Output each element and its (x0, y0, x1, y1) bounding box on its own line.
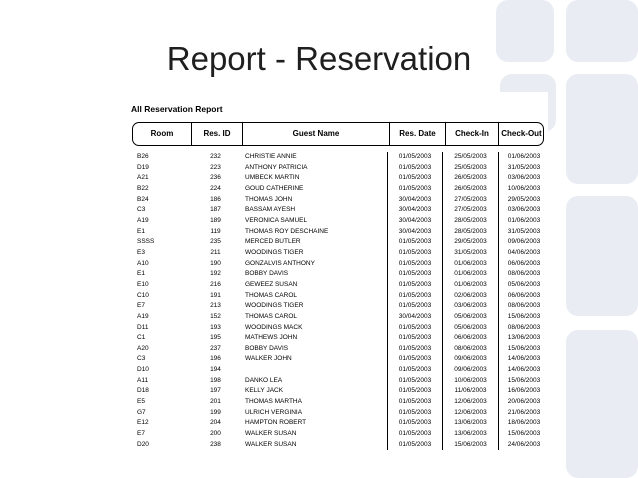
res-id-cell: 232 (210, 153, 221, 160)
check-in-cell: 01/06/2003 (442, 259, 498, 270)
check-in-cell: 09/06/2003 (442, 365, 498, 376)
res-date-cell: 30/04/2003 (387, 195, 442, 206)
guest-name-cell: VERONICA SAMUEL (245, 216, 308, 224)
room-cell: B26 (137, 153, 149, 160)
room-cell: A10 (137, 259, 149, 267)
guest-name-cell: WOODINGS TIGER (245, 302, 304, 310)
report-title: All Reservation Report (131, 104, 223, 114)
room-cell: C3 (137, 206, 146, 214)
res-id-cell: 199 (210, 408, 221, 416)
res-date-cell: 01/05/2003 (387, 365, 442, 376)
res-date-cell: 01/05/2003 (387, 386, 442, 397)
check-in-cell: 10/06/2003 (442, 376, 498, 387)
res-date-cell: 01/05/2003 (387, 429, 442, 440)
res-id-cell: 211 (210, 248, 221, 256)
check-in-cell: 31/05/2003 (442, 248, 498, 259)
check-out-cell: 15/06/2003 (498, 344, 548, 355)
check-out-cell: 10/06/2003 (498, 184, 548, 195)
res-date-cell: 01/05/2003 (387, 259, 442, 270)
room-cell: C10 (137, 291, 149, 299)
table-row (135, 429, 545, 440)
background-tile (566, 330, 638, 478)
guest-name-cell: HAMPTON ROBERT (245, 419, 307, 427)
room-cell: E5 (137, 398, 145, 406)
table-body (135, 152, 545, 450)
slide-title: Report - Reservation (166, 40, 472, 77)
room-cell: B22 (137, 184, 149, 192)
guest-name-cell: THOMAS CAROL (245, 291, 298, 299)
room-cell: A19 (137, 312, 149, 320)
background-tile (566, 196, 638, 316)
room-cell: SSSS (137, 238, 155, 246)
res-date-cell: 01/05/2003 (387, 354, 442, 365)
check-in-cell: 25/05/2003 (442, 152, 498, 163)
guest-name-cell: ANTHONY PATRICIA (245, 163, 308, 171)
room-cell: D19 (137, 163, 149, 171)
table-row (135, 354, 545, 365)
check-out-cell: 05/06/2003 (498, 280, 548, 291)
res-id-cell: 237 (210, 344, 221, 352)
res-id-cell: 197 (210, 387, 221, 395)
guest-name-cell: WOODINGS MACK (245, 323, 303, 331)
res-date-cell: 01/05/2003 (387, 269, 442, 280)
res-id-cell: 204 (210, 419, 221, 427)
res-date-cell: 01/05/2003 (387, 280, 442, 291)
check-out-cell: 14/06/2003 (498, 365, 548, 376)
room-cell: B24 (137, 195, 149, 203)
guest-name-cell: MERCED BUTLER (245, 238, 301, 246)
res-date-cell: 01/05/2003 (387, 184, 442, 195)
res-date-cell: 30/04/2003 (387, 227, 442, 238)
res-id-cell: 201 (210, 398, 221, 406)
room-cell: A21 (137, 174, 149, 182)
room-cell: D18 (137, 387, 149, 395)
room-cell: C3 (137, 355, 146, 363)
check-in-cell: 13/06/2003 (442, 429, 498, 440)
check-in-cell: 05/06/2003 (442, 323, 498, 334)
check-in-cell: 01/06/2003 (442, 269, 498, 280)
res-id-cell: 191 (210, 291, 221, 299)
room-cell: E1 (137, 270, 145, 278)
check-in-cell: 28/05/2003 (442, 216, 498, 227)
res-id-cell: 216 (210, 280, 221, 288)
room-cell: C1 (137, 334, 146, 342)
res-date-cell: 01/05/2003 (387, 323, 442, 334)
res-date-cell: 01/05/2003 (387, 248, 442, 259)
check-in-cell: 13/06/2003 (442, 418, 498, 429)
guest-name-cell: GEWEEZ SUSAN (245, 280, 298, 288)
guest-name-cell: BOBBY DAVIS (245, 270, 289, 278)
room-cell: A20 (137, 344, 149, 352)
res-id-cell: 192 (210, 270, 221, 278)
check-out-cell: 16/06/2003 (498, 386, 548, 397)
res-date-cell: 01/05/2003 (387, 418, 442, 429)
table-row (135, 397, 545, 408)
guest-name-cell: THOMAS MARTHA (245, 398, 302, 406)
guest-name-cell: KELLY JACK (245, 387, 284, 395)
table-row (135, 195, 545, 206)
res-date-cell: 01/05/2003 (387, 301, 442, 312)
room-cell: A19 (137, 216, 149, 224)
guest-name-cell: ULRICH VERGINIA (245, 408, 303, 416)
room-cell: E10 (137, 280, 149, 288)
check-out-cell: 08/06/2003 (498, 323, 548, 334)
table-row (135, 184, 545, 195)
res-id-cell: 186 (210, 195, 221, 203)
column-header-res-id: Res. ID (203, 129, 231, 138)
table-row (135, 163, 545, 174)
check-out-cell: 04/06/2003 (498, 248, 548, 259)
res-id-cell: 213 (210, 302, 221, 310)
check-out-cell: 06/06/2003 (498, 291, 548, 302)
res-id-cell: 238 (210, 440, 221, 448)
check-in-cell: 08/06/2003 (442, 344, 498, 355)
guest-name-cell: BASSAM AYESH (245, 206, 296, 214)
table-row (135, 227, 545, 238)
table-row (135, 152, 545, 163)
check-out-cell: 31/05/2003 (498, 163, 548, 174)
room-cell: E7 (137, 302, 145, 310)
table-row (135, 205, 545, 216)
check-in-cell: 02/06/2003 (442, 291, 498, 302)
room-cell: E7 (137, 430, 145, 438)
column-header-res-date: Res. Date (399, 129, 436, 138)
res-date-cell: 01/05/2003 (387, 152, 442, 163)
room-cell: D20 (137, 440, 149, 448)
check-in-cell: 29/05/2003 (442, 237, 498, 248)
res-id-cell: 187 (210, 206, 221, 214)
column-header-room: Room (150, 129, 174, 138)
check-out-cell: 18/06/2003 (498, 418, 548, 429)
res-date-cell: 30/04/2003 (387, 216, 442, 227)
check-in-cell: 27/05/2003 (442, 205, 498, 216)
res-id-cell: 190 (210, 259, 221, 267)
table-row (135, 333, 545, 344)
check-out-cell: 15/06/2003 (498, 312, 548, 323)
table-row (135, 269, 545, 280)
background-tile (566, 74, 638, 184)
room-cell: D10 (137, 366, 149, 374)
check-out-cell: 01/06/2003 (498, 216, 548, 227)
check-in-cell: 06/06/2003 (442, 333, 498, 344)
res-id-cell: 224 (210, 184, 221, 192)
res-date-cell: 01/05/2003 (387, 333, 442, 344)
check-out-cell: 20/06/2003 (498, 397, 548, 408)
table-row (135, 386, 545, 397)
table-row (135, 280, 545, 291)
check-out-cell: 03/06/2003 (498, 205, 548, 216)
res-id-cell: 198 (210, 376, 221, 384)
guest-name-cell: WALKER SUSAN (245, 430, 297, 438)
check-out-cell: 14/06/2003 (498, 354, 548, 365)
res-date-cell: 30/04/2003 (387, 205, 442, 216)
res-id-cell: 194 (210, 366, 221, 374)
check-out-cell: 15/06/2003 (498, 429, 548, 440)
check-out-cell: 31/05/2003 (498, 227, 548, 238)
res-date-cell: 01/05/2003 (387, 291, 442, 302)
check-out-cell: 15/06/2003 (498, 376, 548, 387)
column-header-check-out: Check-Out (501, 129, 542, 138)
check-in-cell: 25/05/2003 (442, 163, 498, 174)
guest-name-cell: GONZALVIS ANTHONY (245, 259, 315, 267)
table-row (135, 344, 545, 355)
res-date-cell: 01/05/2003 (387, 173, 442, 184)
check-out-cell: 08/06/2003 (498, 301, 548, 312)
check-in-cell: 26/05/2003 (442, 173, 498, 184)
check-in-cell: 28/05/2003 (442, 227, 498, 238)
check-in-cell: 03/06/2003 (442, 301, 498, 312)
check-out-cell: 29/05/2003 (498, 195, 548, 206)
table-row (135, 408, 545, 419)
guest-name-cell: UMBECK MARTIN (245, 174, 300, 182)
check-out-cell: 21/06/2003 (498, 408, 548, 419)
check-in-cell: 09/06/2003 (442, 354, 498, 365)
column-header-check-in: Check-In (455, 129, 489, 138)
check-out-cell: 24/06/2003 (498, 440, 548, 451)
table-row (135, 259, 545, 270)
table-row (135, 365, 545, 376)
check-out-cell: 01/06/2003 (498, 152, 548, 163)
table-row (135, 312, 545, 323)
room-cell: G7 (137, 408, 146, 416)
res-id-cell: 235 (210, 238, 221, 246)
check-in-cell: 11/06/2003 (442, 386, 498, 397)
res-id-cell: 200 (210, 430, 221, 438)
res-date-cell: 30/04/2003 (387, 312, 442, 323)
check-out-cell: 03/06/2003 (498, 173, 548, 184)
res-date-cell: 01/05/2003 (387, 344, 442, 355)
guest-name-cell: GOUD CATHERINE (245, 184, 304, 192)
res-date-cell: 01/05/2003 (387, 163, 442, 174)
res-date-cell: 01/05/2003 (387, 376, 442, 387)
table-row (135, 237, 545, 248)
guest-name-cell: THOMAS JOHN (245, 195, 293, 203)
table-row (135, 376, 545, 387)
room-cell: E1 (137, 227, 145, 235)
guest-name-cell: THOMAS CAROL (245, 312, 298, 320)
res-id-cell: 236 (210, 174, 221, 182)
check-in-cell: 12/06/2003 (442, 408, 498, 419)
res-date-cell: 01/05/2003 (387, 397, 442, 408)
check-in-cell: 12/06/2003 (442, 397, 498, 408)
column-header-guest-name: Guest Name (292, 129, 340, 138)
room-cell: E12 (137, 419, 149, 427)
guest-name-cell: DANKO LEA (245, 376, 283, 384)
res-date-cell: 01/05/2003 (387, 237, 442, 248)
res-date-cell: 01/05/2003 (387, 408, 442, 419)
res-id-cell: 195 (210, 334, 221, 342)
check-in-cell: 15/06/2003 (442, 440, 498, 451)
check-in-cell: 27/05/2003 (442, 195, 498, 206)
res-id-cell: 119 (210, 227, 221, 235)
room-cell: A11 (137, 376, 149, 384)
table-row (135, 301, 545, 312)
reservation-report (122, 92, 548, 478)
res-id-cell: 189 (210, 216, 221, 224)
table-row (135, 418, 545, 429)
table-row (135, 323, 545, 334)
table-header (132, 122, 544, 146)
table-row (135, 440, 545, 451)
check-out-cell: 09/06/2003 (498, 237, 548, 248)
check-out-cell: 08/06/2003 (498, 269, 548, 280)
table-row (135, 173, 545, 184)
table-row (135, 248, 545, 259)
room-cell: E3 (137, 248, 145, 256)
res-id-cell: 223 (210, 163, 221, 171)
table-row (135, 216, 545, 227)
res-id-cell: 196 (210, 355, 221, 363)
guest-name-cell: BOBBY DAVIS (245, 344, 289, 352)
guest-name-cell: WALKER SUSAN (245, 440, 297, 448)
check-in-cell: 05/06/2003 (442, 312, 498, 323)
guest-name-cell: WOODINGS TIGER (245, 248, 304, 256)
check-out-cell: 06/06/2003 (498, 259, 548, 270)
table-row (135, 291, 545, 302)
guest-name-cell (245, 365, 385, 376)
guest-name-cell: CHRISTIE ANNIE (245, 153, 297, 160)
guest-name-cell: THOMAS ROY DESCHAINE (245, 227, 329, 235)
guest-name-cell: WALKER JOHN (245, 355, 292, 363)
guest-name-cell: MATHEWS JOHN (245, 334, 298, 342)
res-id-cell: 152 (210, 312, 221, 320)
check-in-cell: 01/06/2003 (442, 280, 498, 291)
res-date-cell: 01/05/2003 (387, 440, 442, 451)
check-out-cell: 13/06/2003 (498, 333, 548, 344)
check-in-cell: 26/05/2003 (442, 184, 498, 195)
res-id-cell: 193 (210, 323, 221, 331)
room-cell: D11 (137, 323, 149, 331)
